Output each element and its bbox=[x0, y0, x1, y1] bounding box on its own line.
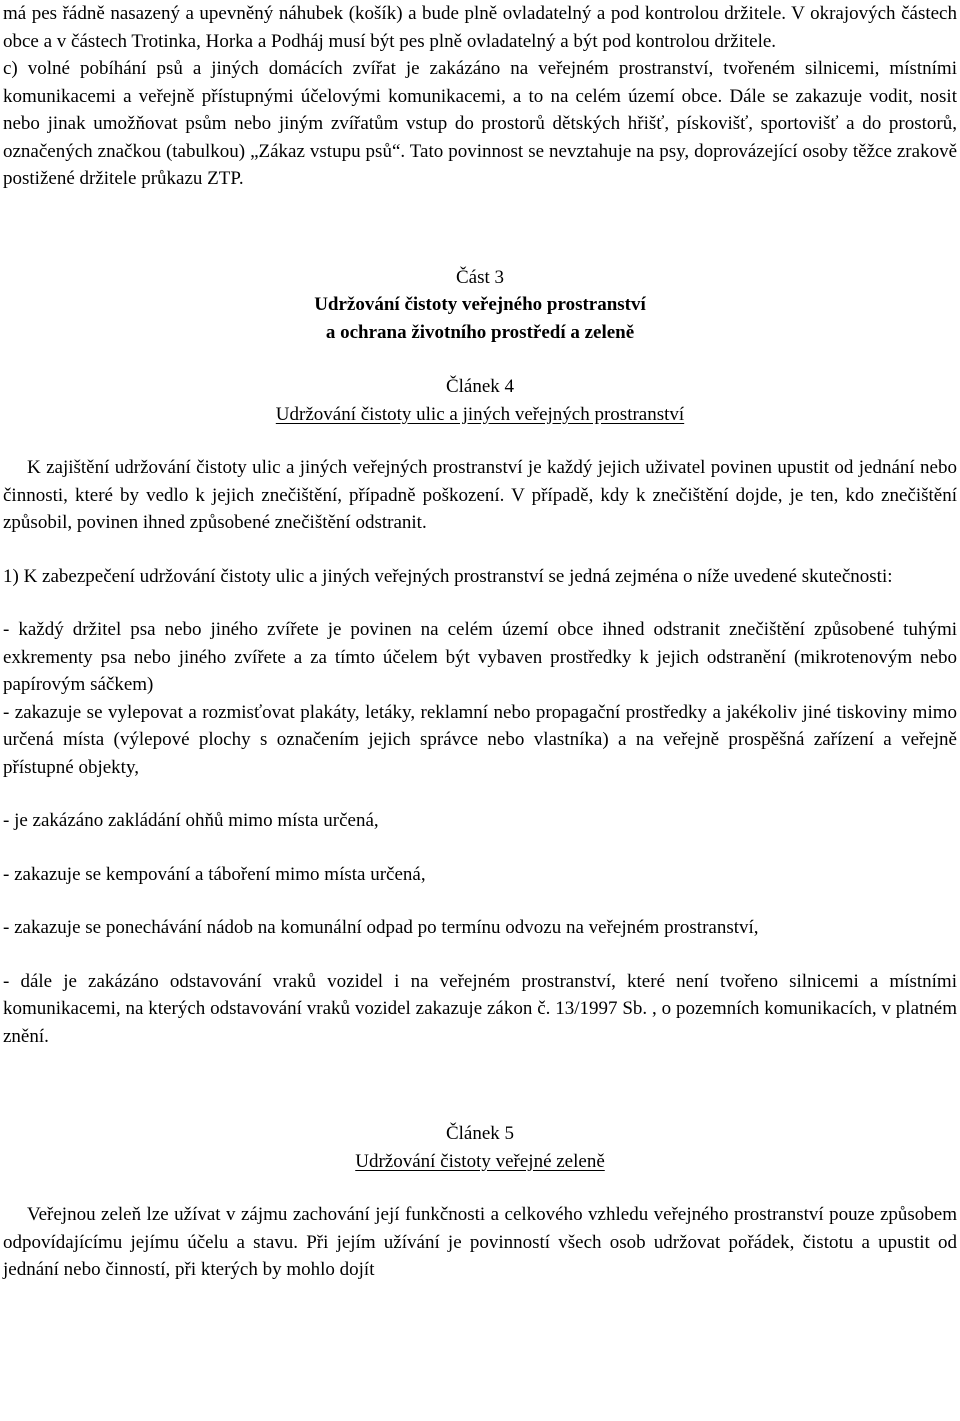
article-5-number: Článek 5 bbox=[445, 1123, 515, 1144]
article-4-heading-block bbox=[3, 373, 957, 428]
list-item-posters: - zakazuje se vylepovat a rozmisťovat plakáty, letáky, reklamní nebo propagační prostředky a jakékoliv jiné tiskoviny mimo určená místa (výlepové plochy s označením jejich správce nebo vlastníka) a na veřejně prospěšná zařízení a veřejně přístupné objekty, bbox=[3, 701, 957, 778]
paragraph-muzzle: má pes řádně nasazený a upevněný náhubek (košík) a bude plně ovladatelný a pod kontrolou držitele. V okrajových částech obce a v částech Trotinka, Horka a Podháj musí být pes plně ovladatelný a být pod kontrolou držitele. bbox=[3, 3, 957, 52]
article-4-title: Udržování čistoty ulic a jiných veřejných prostranství bbox=[275, 403, 685, 425]
list-item-waste-bins: - zakazuje se ponechávání nádob na komunální odpad po termínu odvozu na veřejném prostranství, bbox=[3, 917, 759, 938]
article-5-heading-block bbox=[3, 1120, 957, 1175]
part-3-heading-block bbox=[3, 264, 957, 347]
document-page bbox=[3, 0, 957, 1284]
list-item-excrement: - každý držitel psa nebo jiného zvířete je povinen na celém území obce ihned odstranit znečištění způsobené tuhými exkrementy psa nebo jiného zvířete a za tímto účelem být vybaven prostředky k jejich odstranění (mikrotenovým nebo papírovým sáčkem) bbox=[3, 619, 957, 695]
part-title-line2: a ochrana životního prostředí a zeleně bbox=[325, 321, 635, 343]
article-4-number: Článek 4 bbox=[445, 376, 515, 397]
paragraph-free-roaming: c) volné pobíhání psů a jiných domácích zvířat je zakázáno na veřejném prostranství, tvořeném silnicemi, místními komunikacemi a veřejně přístupnými účelovými komunikacemi, a to na celém území obce. Dále se zakazuje vodit, nosit nebo jinak umožňovat psům nebo jiným zvířatům vstup do prostorů dětských hřišť, pískovišť, sportovišť a do prostorů, označených značkou (tabulkou) „Zákaz vstupu psů“. Tato povinnost se nevztahuje na psy, doprovázející osoby těžce zrakově postižené držitele průkazu ZTP. bbox=[3, 58, 957, 189]
list-item-camping: - zakazuje se kempování a táboření mimo místa určená, bbox=[3, 863, 426, 885]
article-4-intro: K zajištění udržování čistoty ulic a jiných veřejných prostranství je každý jejich uživatel povinen upustit od jednání nebo činnosti, které by vedlo k jejich znečištění, případně poškození. V případě, kdy k znečištění dojde, je ten, kdo znečištění způsobil, povinen ihned způsobené znečištění odstranit. bbox=[3, 457, 957, 533]
list-item-fires: - je zakázáno zakládání ohňů mimo místa určená, bbox=[3, 810, 379, 831]
part-title-line1: Udržování čistoty veřejného prostranství bbox=[314, 294, 646, 315]
article-4-point-1: 1) K zabezpečení udržování čistoty ulic a jiných veřejných prostranství se jedná zejména o níže uvedené skutečnosti: bbox=[3, 565, 893, 587]
list-item-vehicle-wrecks: - dále je zakázáno odstavování vraků vozidel i na veřejném prostranství, které není tvořeno silnicemi a místními komunikacemi, na kterých odstavování vraků vozidel zakazuje zákon č. 13/1997 Sb. , o pozemních komunikacích, v platném znění. bbox=[3, 970, 957, 1047]
part-number: Část 3 bbox=[455, 266, 505, 288]
article-5-title: Udržování čistoty veřejné zeleně bbox=[355, 1150, 605, 1172]
article-5-intro: Veřejnou zeleň lze užívat v zájmu zachování její funkčnosti a celkového vzhledu veřejného prostranství pouze způsobem odpovídajícímu jejímu účelu a stavu. Při jejím užívání je povinností všech osob udržovat pořádek, čistotu a upustit od jednání nebo činností, při kterých by mohlo dojít bbox=[3, 1204, 957, 1280]
